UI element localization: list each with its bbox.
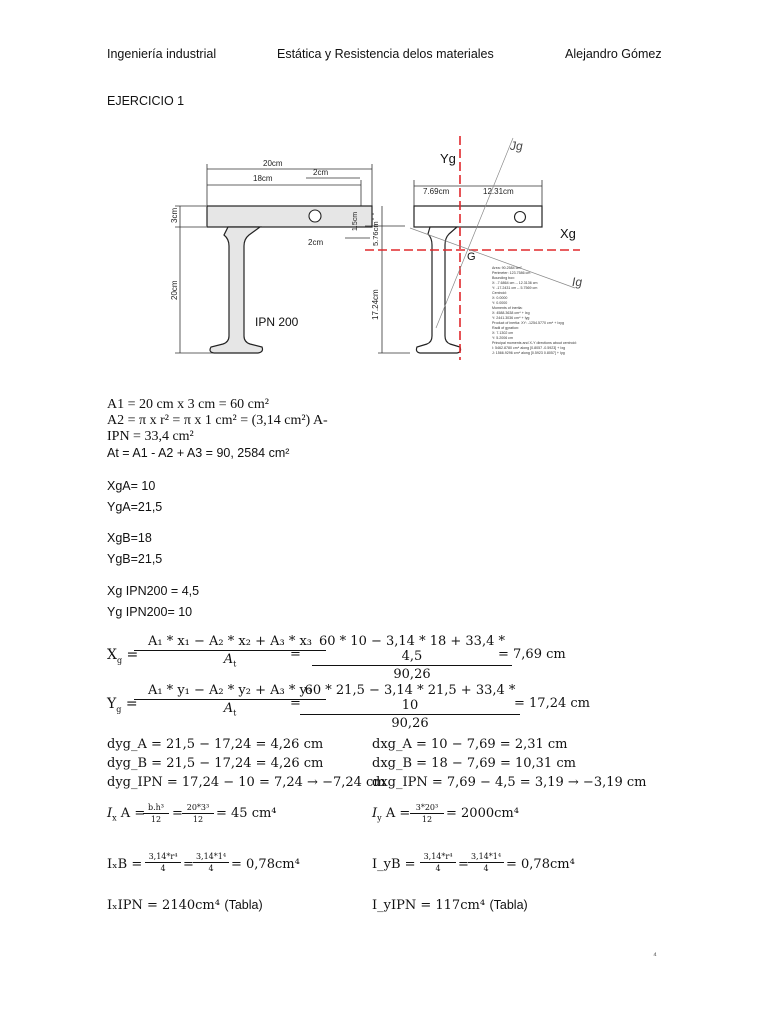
dxg-b: dxg_B = 18 − 7,69 = 10,31 cm [372,756,576,771]
dxg-ipn: dxg_IPN = 7,69 − 4,5 = 3,19 → −3,19 cm [372,775,647,790]
dim-12-31cm: 12.31cm [483,187,514,196]
props-line: I: 5462.8780 cm⁴ along [0.8057 -0.5923] + Ixg [492,346,566,350]
yg-symbolic-fraction: $\frac{\text{A₁ * y₁ − A₂ * y₂ + A₃ * y₃}}{A_t}$ [134,683,326,718]
props-line: Perimeter: 123.7586 cm [492,271,531,275]
ix-a-lhs: $I_x$ A = [107,806,146,823]
yg-b: YgB=21,5 [107,552,163,566]
props-line: Y: 2441.3036 cm⁴ + Iyg [492,316,530,320]
props-line: Moments of inertia: [492,306,523,310]
centroid-g-label: G [467,251,476,263]
props-line: X: -7.6864 cm -- 12.3136 cm [492,281,538,285]
dim-20cm-vertical: 20cm [170,280,179,300]
xg-equals: = [290,647,301,662]
props-line: Bounding box: [492,276,515,280]
xg-b: XgB=18 [107,531,152,545]
dim-7-69cm: 7.69cm [423,187,450,196]
iy-b-lhs: I_yB = [372,857,416,872]
dim-2cm-top: 2cm [313,168,329,177]
iy-b-fraction-2: $\frac{\text{3,14*1⁴}}{4}$ [468,852,504,873]
iy-b-fraction-1: $\frac{\text{3,14*r⁴}}{4}$ [420,852,456,873]
dim-5-76cm: 5.76cm [371,221,380,246]
ix-b-fraction-2: $\frac{\text{3,14*1⁴}}{4}$ [193,852,229,873]
exercise-title: EJERCICIO 1 [107,94,185,108]
header-right: Alejandro Gómez [565,47,662,61]
ix-a-fraction-1: $\frac{\text{b.h³}}{12}$ [143,803,169,824]
dxg-a: dxg_A = 10 − 7,69 = 2,31 cm [372,737,568,752]
dim-2cm-bottom: 2cm [308,238,324,247]
right-section-drawing [365,136,583,360]
props-line: Y: -17.2431 cm -- 5.7569 cm [492,286,538,290]
jg-axis-label: Jg [510,139,523,153]
yg-result: = 17,24 cm [514,696,590,711]
ix-b-fraction-1: $\frac{\text{3,14*r⁴}}{4}$ [145,852,181,873]
area-a1: A1 = 20 cm x 3 cm = 60 cm² [107,397,269,412]
iy-b-result: = 0,78cm⁴ [506,857,575,872]
ix-b-result: = 0,78cm⁴ [231,857,300,872]
mass-properties-block [492,266,577,355]
ix-b-eq: = [183,857,194,872]
xg-numeric-fraction: $\frac{60 * 10 - 3,14 * 18 + 33,4 * 4,5}{90,26}$ [312,634,512,682]
yg-formula-lhs: $Y_g$ = [107,696,138,714]
xg-ipn: Xg IPN200 = 4,5 [107,584,200,598]
props-line: Centroid: [492,291,507,295]
props-line: J: 1566.9296 cm⁴ along [0.5923 0.8057] + Iyg [492,351,565,355]
ix-b-lhs: IₓB = [107,857,143,872]
props-line: Y: 0.0000 [492,301,508,305]
area-total: At = A1 - A2 + A3 = 90, 2584 cm² [107,446,290,460]
beam-figure [160,128,620,360]
ipn-label: IPN 200 [255,315,299,329]
ix-a-fraction-2: $\frac{\text{20*3³}}{12}$ [182,803,214,824]
yg-a: YgA=21,5 [107,500,163,514]
yg-axis-label: Yg [440,151,456,166]
xg-symbolic-fraction: $\frac{\text{A₁ * x₁ − A₂ * x₂ + A₃ * x₃}}{A_t}$ [134,634,326,669]
dyg-b: dyg_B = 21,5 − 17,24 = 4,26 cm [107,756,324,771]
props-line: X: 7.1302 cm [492,331,514,335]
dim-20cm: 20cm [263,159,283,168]
iy-b-eq: = [458,857,469,872]
dim-3cm: 3cm [170,207,179,223]
iy-ipn: I_yIPN = 117cm⁴ (Tabla) [372,898,528,913]
ix-ipn: IₓIPN = 2140cm⁴ (Tabla) [107,898,263,913]
xg-a: XgA= 10 [107,479,156,493]
dim-17-24cm: 17.24cm [371,289,380,320]
yg-ipn: Yg IPN200= 10 [107,605,193,619]
yg-equals: = [290,696,301,711]
dim-1-5cm: 1.5cm [352,211,359,231]
props-line: Radii of gyration: [492,326,519,330]
iy-a-result: = 2000cm⁴ [446,806,519,821]
iy-a-lhs: $I_y$ A = [372,806,411,823]
area-ipn: IPN = 33,4 cm² [107,429,194,444]
ix-a-eq: = [172,806,183,821]
xg-result: = 7,69 cm [498,647,566,662]
ig-axis-label: Ig [572,275,583,289]
area-a2: A2 = π x r² = π x 1 cm² = (3,14 cm²) A- [107,413,328,428]
yg-numeric-fraction: $\frac{60 * 21,5 - 3,14 * 21,5 + 33,4 * 10}{90,26}$ [300,683,520,731]
props-line: Y: 5.2006 cm [492,336,513,340]
header-center: Estática y Resistencia delos materiales [277,47,494,61]
xg-formula-lhs: $X_g$ = [107,647,139,665]
props-line: Product of inertia: XY: -1254.5770 cm⁴ + Ixyg [492,321,564,325]
props-line: X: 0.0000 [492,296,508,300]
page-mark: ⁴ [653,950,657,960]
xg-axis-label: Xg [560,226,576,241]
dyg-a: dyg_A = 21,5 − 17,24 = 4,26 cm [107,737,324,752]
props-line: Area: 90.2584 cm² [492,266,522,270]
dyg-ipn: dyg_IPN = 17,24 − 10 = 7,24 → −7,24 cm [107,775,386,790]
props-line: X: 4588.3638 cm⁴ + Ixg [492,311,530,315]
dim-18cm: 18cm [253,174,273,183]
iy-a-fraction: $\frac{\text{3*20³}}{12}$ [410,803,444,824]
props-line: Principal moments and X-Y directions about centroid: [492,341,577,345]
ix-a-result: = 45 cm⁴ [216,806,277,821]
header-left: Ingeniería industrial [107,47,217,61]
